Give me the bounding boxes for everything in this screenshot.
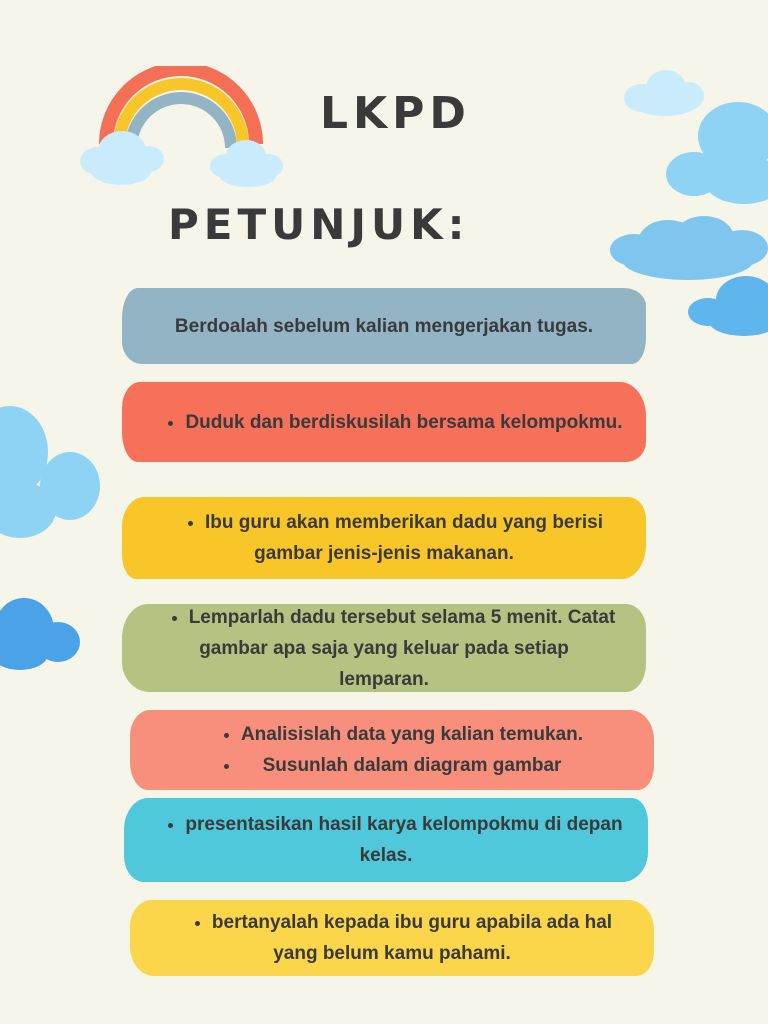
- instruction-text: • presentasikan hasil karya kelompokmu di depan: [185, 809, 622, 840]
- instruction-text: gambar jenis-jenis makanan.: [254, 543, 514, 564]
- instruction-text: • Duduk dan berdiskusilah bersama kelompokmu.: [185, 407, 622, 438]
- cloud-icon: [0, 402, 102, 540]
- instruction-text: kelas.: [359, 845, 413, 866]
- instruction-text: lemparan.: [339, 668, 429, 690]
- instruction-text: yang belum kamu pahami.: [273, 943, 511, 964]
- cloud-icon: [664, 100, 768, 210]
- section-heading: PETUNJUK:: [168, 200, 470, 249]
- instruction-strip: [130, 900, 654, 976]
- instruction-text: • Lemparlah dadu tersebut selama 5 menit. Catat: [189, 602, 616, 633]
- instruction-text: • Ibu guru akan memberikan dadu yang berisi: [205, 507, 603, 538]
- instruction-strip: [122, 497, 646, 579]
- cloud-icon: [0, 596, 82, 672]
- instruction-strip: [122, 604, 646, 692]
- instruction-strip: [124, 798, 648, 882]
- instruction-text: • Analisislah data yang kalian temukan.: [241, 719, 583, 750]
- instruction-text: • bertanyalah kepada ibu guru apabila ada hal: [212, 907, 612, 938]
- instruction-text: gambar apa saja yang keluar pada setiap: [199, 637, 569, 659]
- cloud-icon: [688, 276, 768, 338]
- instruction-text: Berdoalah sebelum kalian mengerjakan tugas.: [174, 315, 594, 337]
- instruction-text: • Susunlah dalam diagram gambar: [241, 750, 583, 781]
- instruction-strip: [122, 382, 646, 462]
- page-title: LKPD: [320, 88, 471, 139]
- instruction-strip: [122, 288, 646, 364]
- instruction-strip: [130, 710, 654, 790]
- rainbow-icon: [76, 66, 286, 196]
